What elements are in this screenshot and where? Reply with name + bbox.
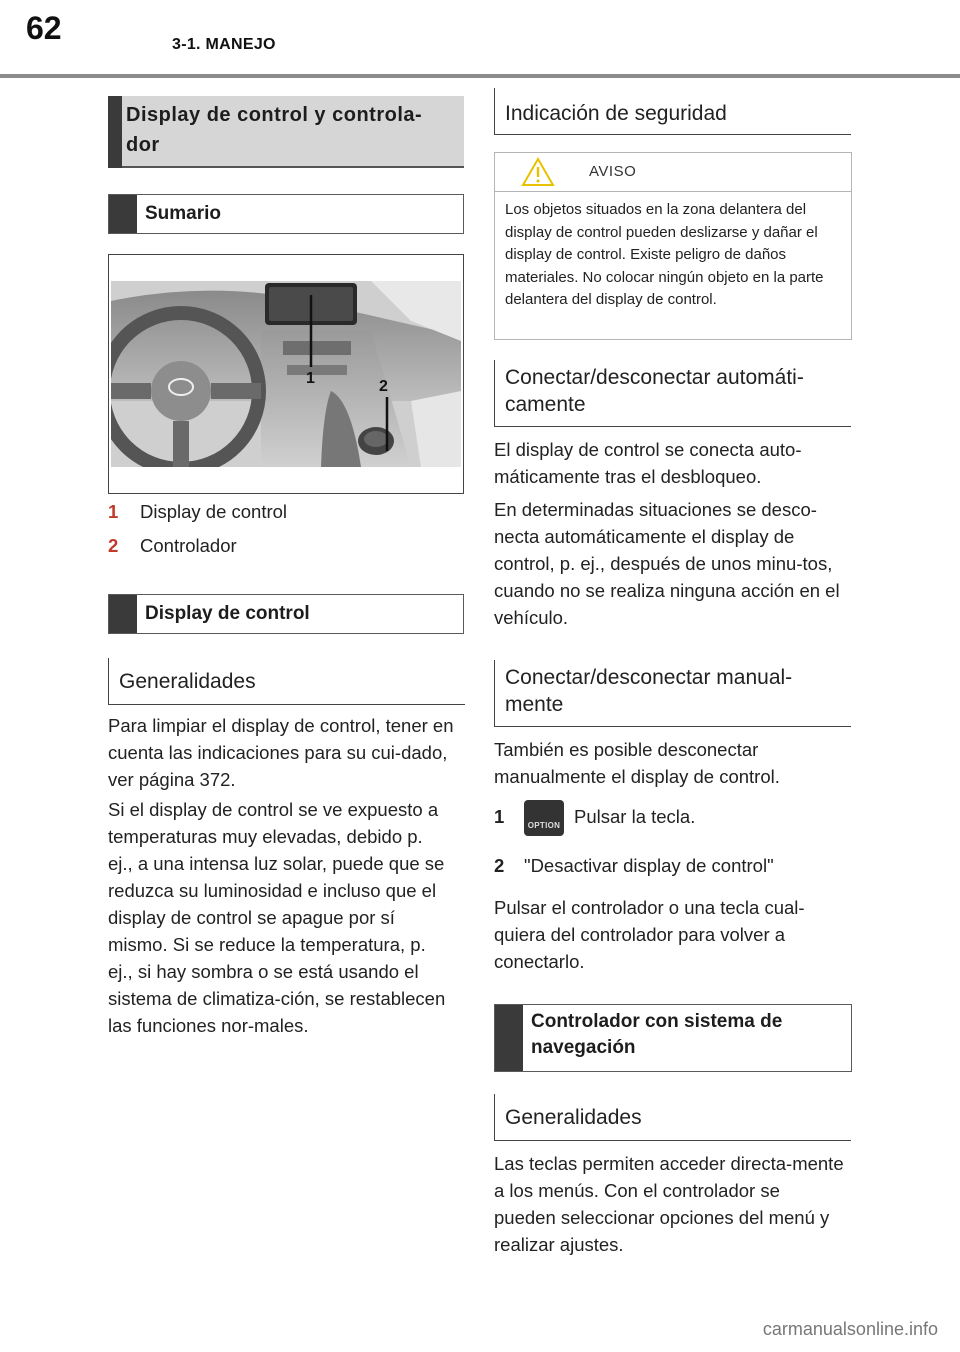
paragraph-cleaning: Para limpiar el display de control, tener en cuenta las indicaciones para su cui-dado, ver página 372. [108,715,454,790]
legend-item-1 [108,498,287,525]
dashboard-figure [108,254,464,494]
subheading-general [108,658,465,705]
section-summary [108,194,464,234]
legend-text: Display de control [140,501,288,522]
section-bar [109,595,137,633]
callout-2: 2 [379,378,388,395]
paragraph-reconnect: Pulsar el controlador o una tecla cual-quiera del controlador para volver a conectarlo. [494,897,805,972]
step-number: 1 [494,805,505,827]
main-title-block [108,96,464,168]
warning-triangle-icon [521,157,555,187]
main-title-line2: dor [126,134,160,156]
section-navigation [494,1004,852,1072]
legend-item-2 [108,532,237,559]
warning-label: AVISO [589,163,637,180]
paragraph-navigation: Las teclas permiten acceder directa-mente a los menús. Con el controlador se pueden seleccionar opciones del menú y realizar ajustes. [494,1153,844,1255]
page-number: 62 [26,10,62,46]
warning-box [494,152,852,340]
chapter-title: 3-1. MANEJO [172,36,276,53]
header-rule [0,74,960,78]
subheading-manual [494,660,851,727]
main-title-line1: Display de control y controla- [126,104,423,126]
step-text: "Desactivar display de control" [524,855,774,876]
legend-text: Controlador [140,535,237,556]
subheading-auto [494,360,851,427]
main-title [126,100,456,160]
legend-number: 2 [108,535,119,556]
paragraph-auto-1: El display de control se conecta auto-máticamente tras el desbloqueo. [494,439,802,487]
subheading-general-2-title: Generalidades [505,1106,642,1129]
warning-header [495,153,851,192]
subheading-general-title: Generalidades [119,670,256,693]
paragraph-manual: También es posible desconectar manualmente el display de control. [494,739,780,787]
section-bar [109,195,137,233]
section-navigation-title: Controlador con sistema de navegación [531,1011,783,1058]
option-key-icon [524,800,564,836]
subheading-general-2 [494,1094,851,1141]
option-key-label: OPTION [527,821,561,830]
section-summary-title: Sumario [145,203,222,224]
section-display [108,594,464,634]
subheading-manual-title: Conectar/desconectar manual-mente [505,666,793,716]
paragraph-temperature: Si el display de control se ve expuesto a temperaturas muy elevadas, debido p. ej., a una intensa luz solar, puede que se reduzca su luminosidad e incluso que el display de control se apague por sí mismo. Si se reduce la temperatura, p. ej., si hay sombra o se está usando el sistema de climatiza-ción, se restablecen las funciones nor-males. [108,799,446,1036]
warning-text: Los objetos situados en la zona delantera del display de control pueden deslizarse y dañar el display de control. Existe peligro de daños materiales. No colocar ningún objeto en la parte delantera del display de control. [505,201,824,308]
step-text: Pulsar la tecla. [574,805,696,827]
step-1 [494,800,695,836]
subheading-safety-title: Indicación de seguridad [505,102,727,125]
step-2 [494,852,774,879]
subheading-auto-title: Conectar/desconectar automáti-camente [505,366,804,416]
title-bar [108,96,122,168]
watermark: carmanualsonline.info [762,1319,938,1339]
page-header [0,0,960,78]
step-number: 2 [494,855,505,876]
section-bar [495,1005,523,1071]
callout-1: 1 [306,370,315,387]
subheading-safety [494,88,851,135]
dashboard-illustration [111,281,461,467]
legend-number: 1 [108,501,119,522]
paragraph-auto-2: En determinadas situaciones se desco-necta automáticamente el display de control, p. ej., después de unos minu-tos, cuando no se realiza ninguna acción en el vehículo. [494,499,840,628]
section-display-title: Display de control [145,603,310,624]
